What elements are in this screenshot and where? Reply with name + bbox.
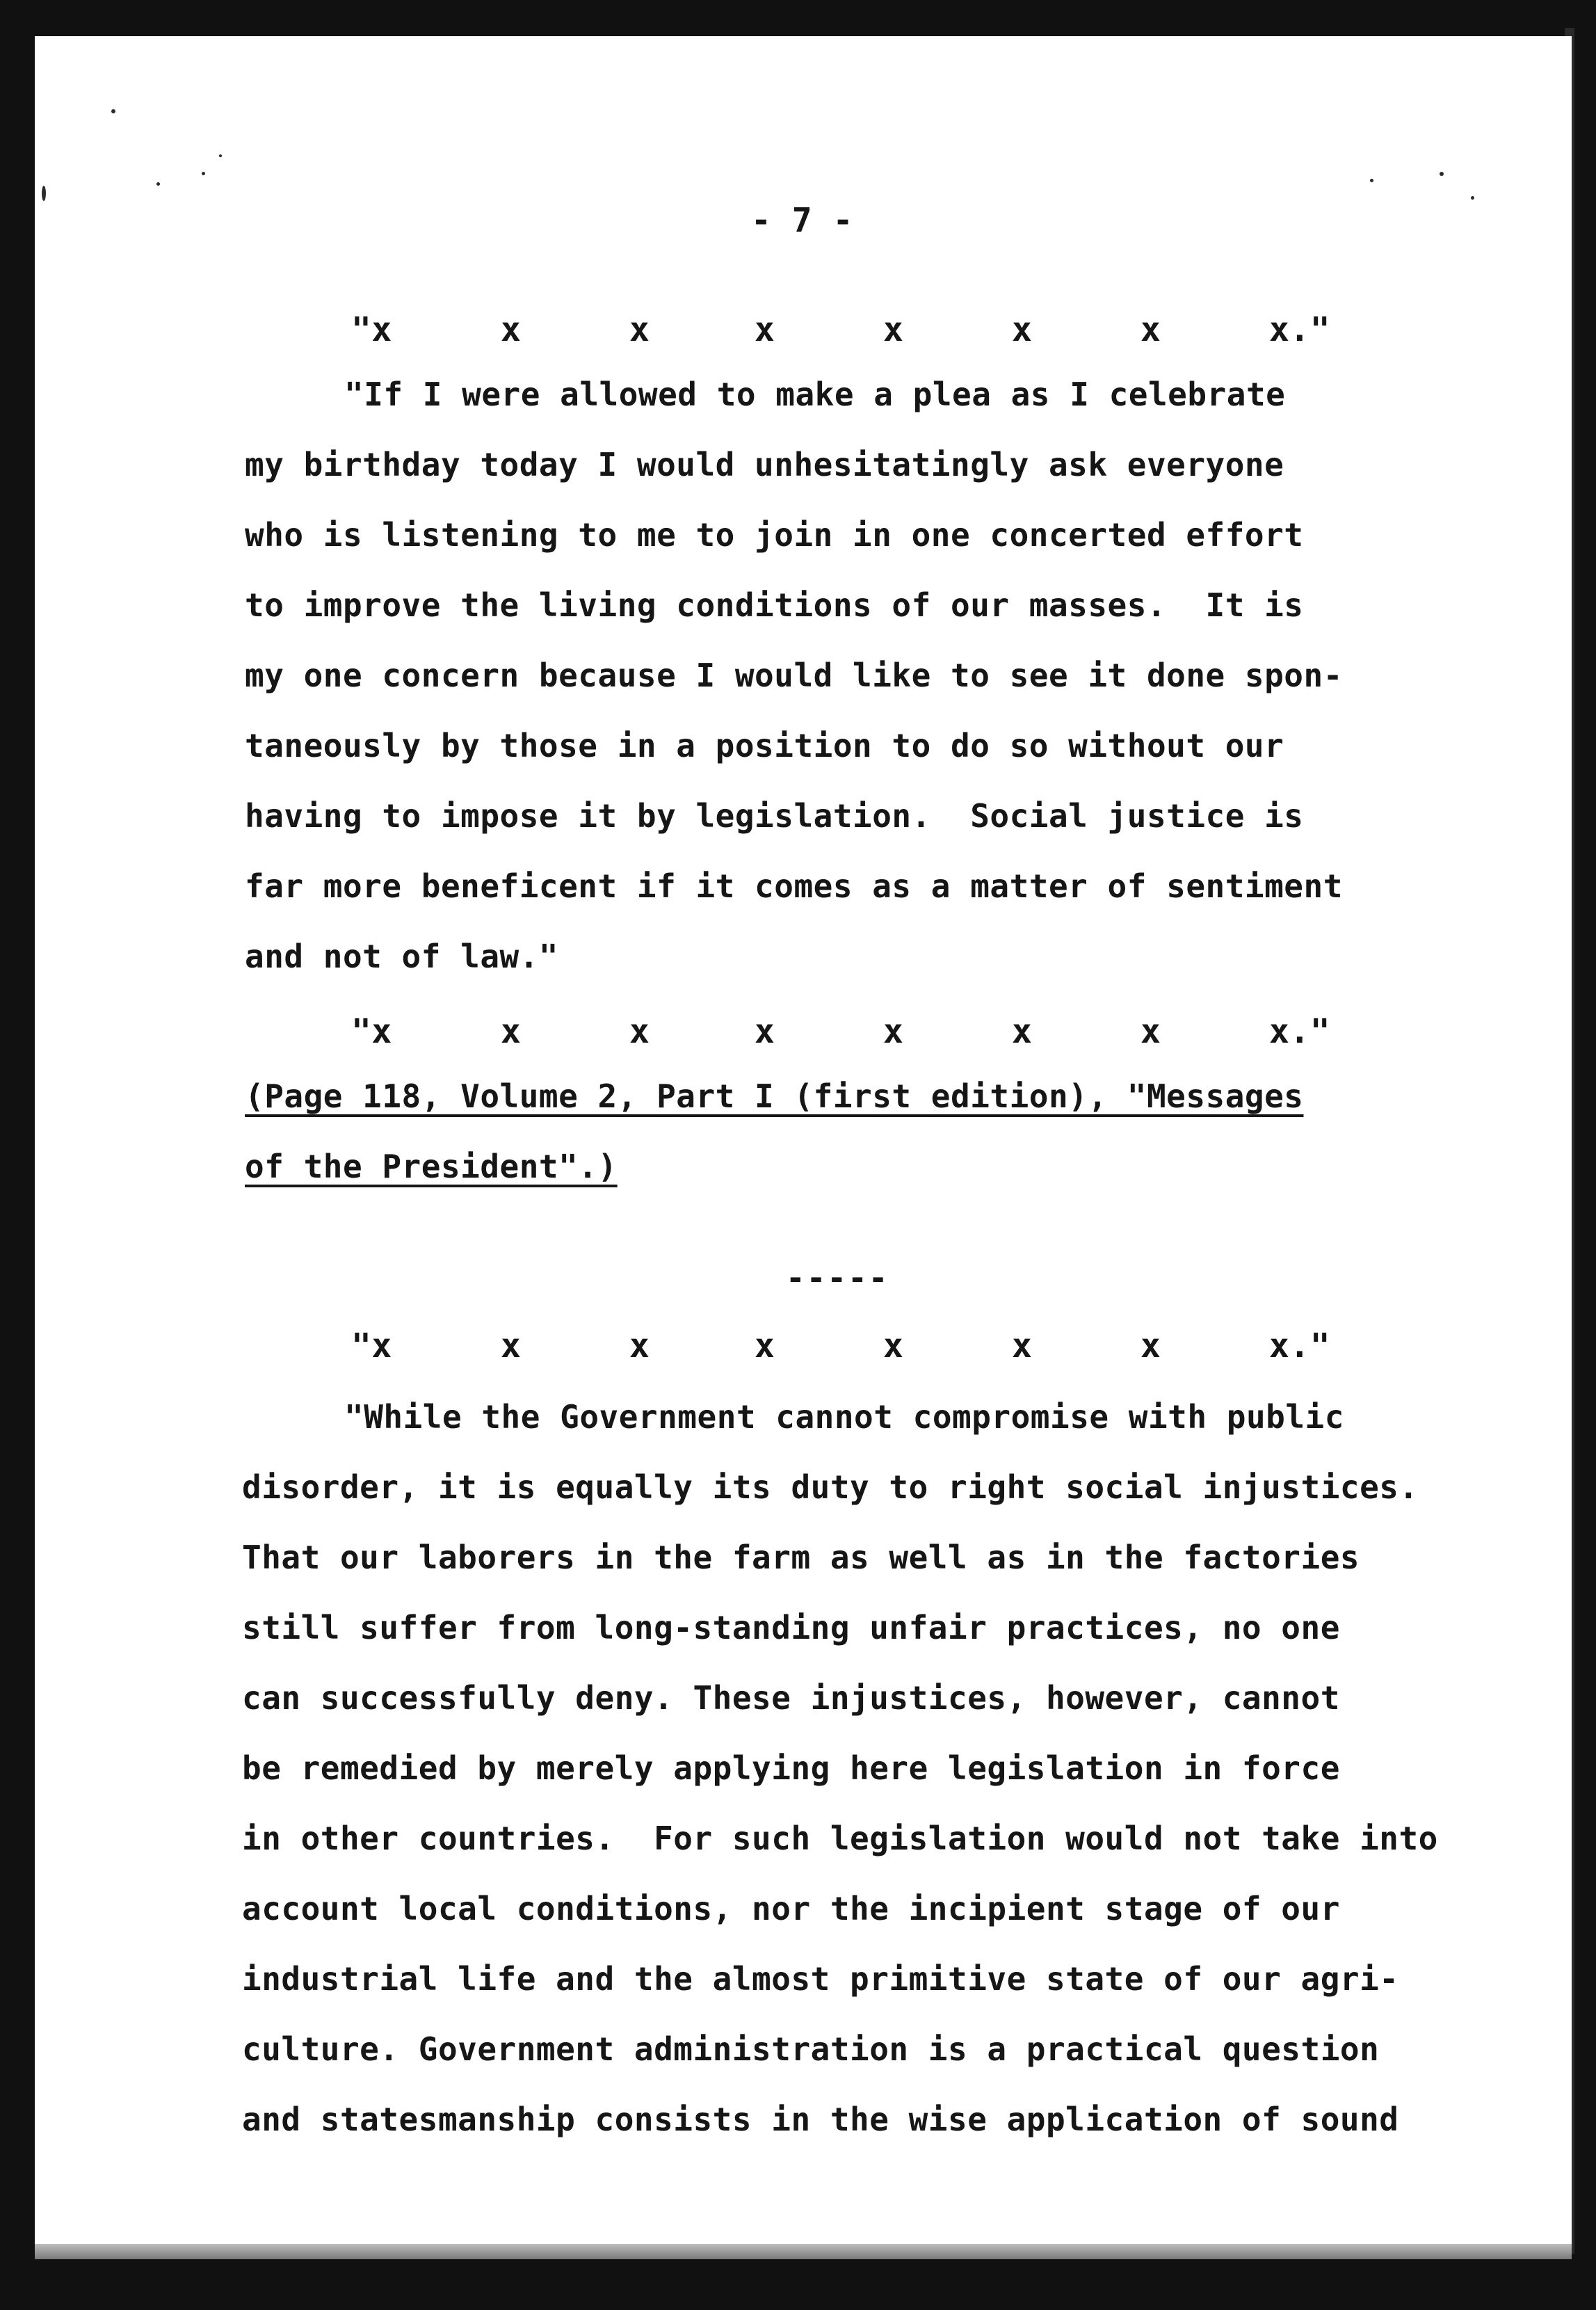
ellipsis-mark: x." xyxy=(1269,1326,1331,1365)
citation-line: of the President".) xyxy=(245,1148,618,1185)
ellipsis-row-1 xyxy=(351,295,1394,349)
text-line: "While the Government cannot compromise with public xyxy=(344,1398,1344,1436)
ellipsis-mark: x xyxy=(883,1326,904,1365)
scan-speck xyxy=(1440,172,1444,176)
ellipsis-mark: x xyxy=(1012,310,1033,349)
ellipsis-mark: x xyxy=(1140,1012,1161,1051)
text-line: culture. Government administration is a practical question xyxy=(242,2030,1380,2068)
ellipsis-mark: x xyxy=(883,310,904,349)
text-line: having to impose it by legislation. Social justice is xyxy=(245,797,1304,835)
ellipsis-mark: x xyxy=(1012,1012,1033,1051)
scan-speck xyxy=(156,182,160,186)
ellipsis-mark: x." xyxy=(1269,1012,1331,1051)
scan-speck xyxy=(1370,179,1373,182)
ellipsis-mark: x xyxy=(755,1326,775,1365)
text-line: That our laborers in the farm as well as in the factories xyxy=(242,1539,1360,1576)
ellipsis-mark: x xyxy=(883,1012,904,1051)
text-line: to improve the living conditions of our masses. It is xyxy=(245,586,1304,624)
scan-speck xyxy=(219,154,222,157)
scan-speck xyxy=(111,109,115,113)
text-line: and statesmanship consists in the wise application of sound xyxy=(242,2101,1399,2138)
text-line: "If I were allowed to make a plea as I celebrate xyxy=(344,376,1286,413)
ellipsis-mark: x xyxy=(1140,310,1161,349)
ellipsis-mark: x xyxy=(1140,1326,1161,1365)
document-page xyxy=(35,36,1572,2255)
page-text xyxy=(35,36,1572,2255)
ellipsis-mark: x xyxy=(501,1326,522,1365)
page-number: - 7 - xyxy=(751,201,853,240)
text-line: be remedied by merely applying here legislation in force xyxy=(242,1749,1340,1787)
ellipsis-mark: x xyxy=(1012,1326,1033,1365)
ellipsis-mark: x xyxy=(501,310,522,349)
text-line: who is listening to me to join in one concerted effort xyxy=(245,516,1304,554)
ellipsis-mark: x xyxy=(629,1012,650,1051)
ellipsis-mark: x." xyxy=(1269,310,1331,349)
scan-speck xyxy=(1471,196,1474,200)
scan-speck xyxy=(42,186,46,201)
text-line: can successfully deny. These injustices, however, cannot xyxy=(242,1679,1340,1717)
text-line: far more beneficent if it comes as a matter of sentiment xyxy=(245,867,1343,905)
ellipsis-row-2 xyxy=(351,997,1394,1051)
ellipsis-mark: "x xyxy=(351,310,392,349)
citation-line: (Page 118, Volume 2, Part I (first edition), "Messages xyxy=(245,1077,1304,1115)
text-line: my one concern because I would like to see it done spon- xyxy=(245,657,1343,694)
text-line: in other countries. For such legislation would not take into xyxy=(242,1820,1438,1857)
text-line: my birthday today I would unhesitatingly ask everyone xyxy=(245,446,1284,483)
text-line: and not of law." xyxy=(245,938,559,975)
text-line: still suffer from long-standing unfair practices, no one xyxy=(242,1609,1340,1646)
ellipsis-mark: x xyxy=(755,310,775,349)
scan-bottom-band xyxy=(35,2244,1572,2259)
ellipsis-mark: "x xyxy=(351,1326,392,1365)
ellipsis-mark: "x xyxy=(351,1012,392,1051)
section-separator: ----- xyxy=(786,1259,889,1297)
ellipsis-mark: x xyxy=(629,310,650,349)
ellipsis-row-3 xyxy=(351,1311,1394,1365)
scan-speck xyxy=(202,172,205,175)
text-line: industrial life and the almost primitive state of our agri- xyxy=(242,1960,1399,1998)
text-line: account local conditions, nor the incipient stage of our xyxy=(242,1890,1340,1927)
ellipsis-mark: x xyxy=(755,1012,775,1051)
text-line: taneously by those in a position to do so without our xyxy=(245,727,1284,764)
ellipsis-mark: x xyxy=(629,1326,650,1365)
ellipsis-mark: x xyxy=(501,1012,522,1051)
text-line: disorder, it is equally its duty to right social injustices. xyxy=(242,1468,1419,1506)
